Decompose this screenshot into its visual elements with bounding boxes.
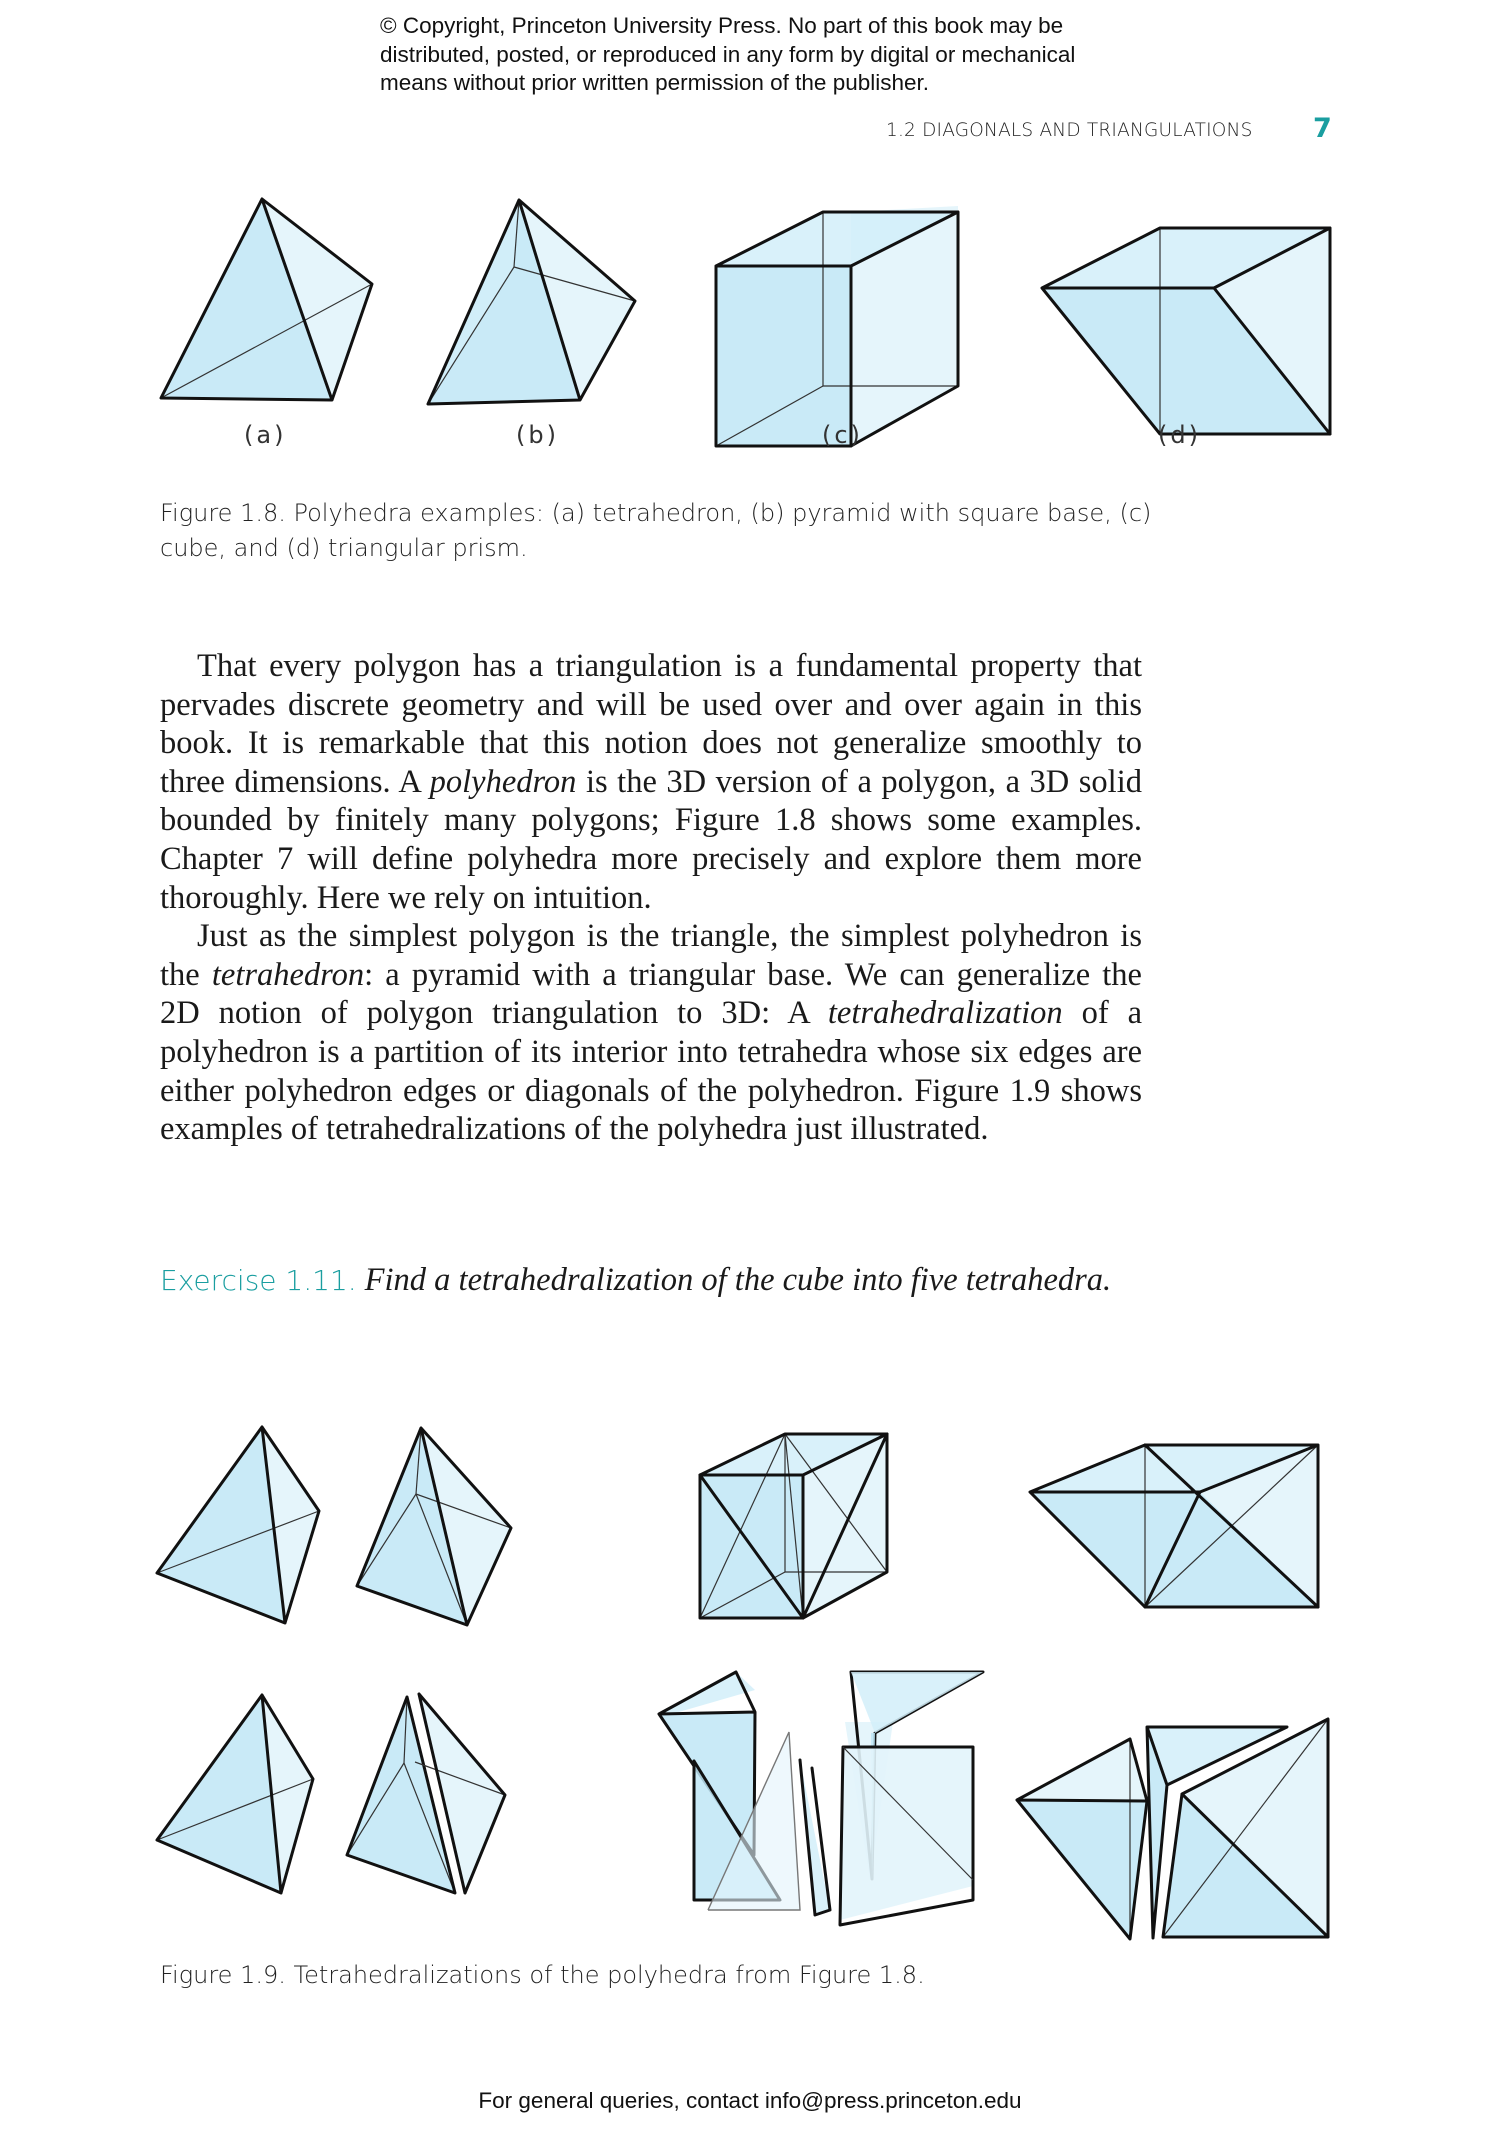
tetrahedron-icon (157, 1427, 319, 1623)
tetrahedron-icon (161, 199, 372, 400)
pyramid-icon (428, 200, 635, 404)
figure-label-c: (c) (822, 421, 863, 449)
figure-label-a: (a) (244, 421, 287, 449)
figure-1-8-caption: Figure 1.8. Polyhedra examples: (a) tetrahedron, (b) pyramid with square base, (c) cube, and (d) triangular prism. (160, 499, 1152, 562)
cube-icon (716, 206, 958, 446)
triangular-prism-icon (1042, 228, 1330, 434)
body-text (160, 647, 1142, 1149)
footer-contact: For general queries, contact info@press.princeton.edu (478, 2088, 1022, 2113)
exercise-1-11 (160, 1262, 1111, 1299)
prism-tetrahedralization-icon (1030, 1445, 1318, 1607)
figure-1-9 (0, 1400, 1500, 1930)
tetrahedron-exploded-icon (157, 1695, 313, 1893)
paragraph-1: That every polygon has a triangulation is a fundamental property that pervades discrete geometry and will be used over and over again in this book. It is remarkable that this notion does not generalize smoothly to three dimensions. A polyhedron is the 3D version of a polygon, a 3D solid bounded by finitely many polygons; Figure 1.8 shows some examples. Chapter 7 will define polyhedra more precisely and explore them more thoroughly. Here we rely on intuition. (160, 648, 1142, 916)
copyright-line: distributed, posted, or reproduced in any form by digital or mechanical (380, 41, 1076, 67)
copyright-line: means without prior written permission of the publisher. (380, 70, 930, 95)
cube-exploded-icon (659, 1672, 983, 1925)
figure-1-8 (0, 0, 1500, 440)
cube-tetrahedralization-icon (700, 1434, 887, 1618)
pyramid-tetrahedralization-icon (357, 1428, 511, 1625)
running-head-section: 1.2 DIAGONALS AND TRIANGULATIONS (886, 120, 1253, 141)
page-number: 7 (1313, 113, 1332, 144)
pyramid-exploded-icon (347, 1694, 505, 1893)
exercise-text: Find a tetrahedralization of the cube into five tetrahedra. (364, 1262, 1112, 1298)
copyright-line: © Copyright, Princeton University Press. No part of this book may be (380, 13, 1064, 38)
paragraph-2: Just as the simplest polygon is the triangle, the simplest polyhedron is the tetrahedron: a pyramid with a triangular base. We can generalize the 2D notion of polygon triangulation to 3D: A tetrahedralization of a polyhedron is a partition of its interior into tetrahedra whose six edges are either polyhedron edges or diagonals of the polyhedron. Figure 1.9 shows examples of tetrahedralizations of the polyhedra just illustrated. (160, 918, 1143, 1148)
exercise-label: Exercise 1.11. (160, 1264, 357, 1297)
figure-label-b: (b) (516, 421, 559, 449)
figure-1-9-caption: Figure 1.9. Tetrahedralizations of the polyhedra from Figure 1.8. (160, 1961, 925, 1989)
prism-exploded-icon (1017, 1719, 1328, 1939)
figure-label-d: (d) (1158, 421, 1201, 449)
